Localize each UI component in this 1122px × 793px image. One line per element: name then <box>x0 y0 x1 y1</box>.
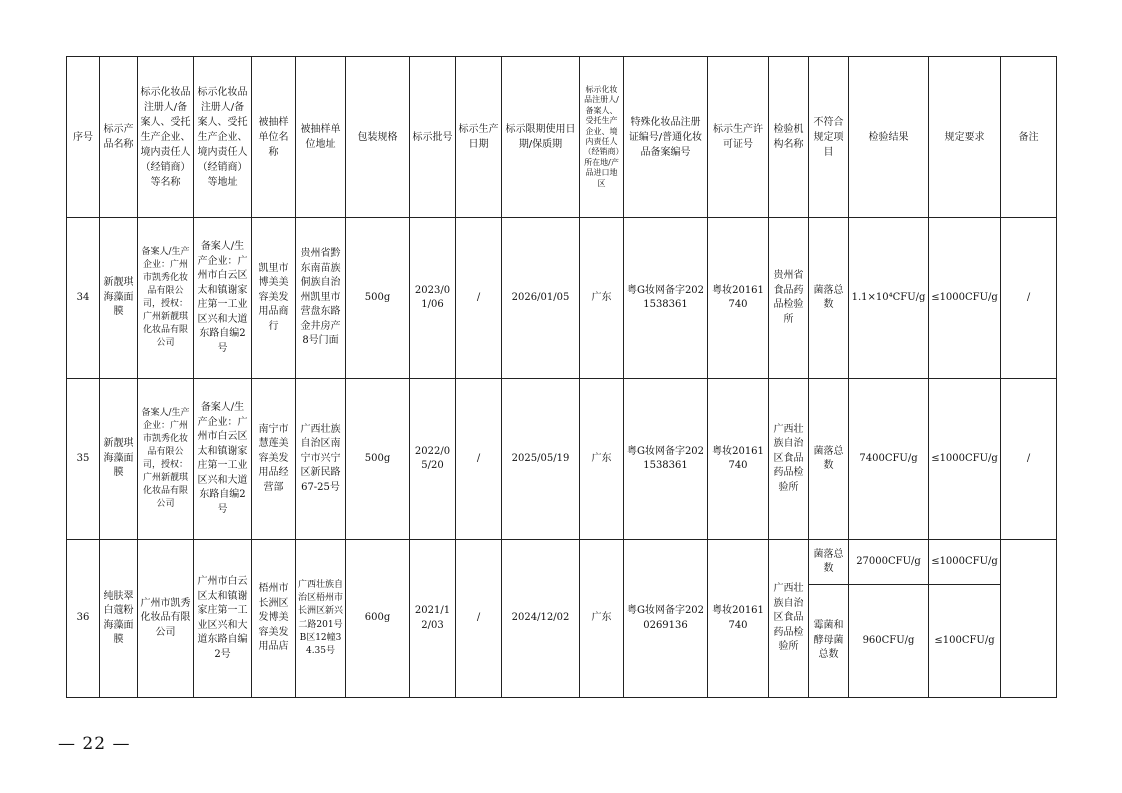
cell-failed-item: 菌落总数 <box>809 540 849 585</box>
cell-result: 960CFU/g <box>849 585 929 698</box>
header-requirement: 规定要求 <box>929 57 1001 218</box>
cell-failed-item: 菌落总数 <box>809 218 849 379</box>
cell-seq: 36 <box>67 540 100 698</box>
cell-result: 27000CFU/g <box>849 540 929 585</box>
table-header-row <box>67 57 1057 218</box>
cell-batch: 2021/12/03 <box>410 540 456 698</box>
cell-sampled-unit: 凯里市博美美容美发用品商行 <box>252 218 296 379</box>
cell-product: 新靓琪海藻面膜 <box>100 218 138 379</box>
header-expiry: 标示限期使用日期/保质期 <box>502 57 580 218</box>
cell-license: 粤妆20161740 <box>708 379 769 540</box>
cell-license: 粤妆20161740 <box>708 218 769 379</box>
cell-requirement: ≤1000CFU/g <box>929 218 1001 379</box>
header-note: 备注 <box>1001 57 1057 218</box>
cell-production-date: / <box>456 379 502 540</box>
cell-note: / <box>1001 379 1057 540</box>
cell-registration-number: 粤G妆网备字2021538361 <box>624 218 708 379</box>
cell-seq: 34 <box>67 218 100 379</box>
header-sampled-address: 被抽样单位地址 <box>296 57 346 218</box>
cell-result: 1.1×10⁴CFU/g <box>849 218 929 379</box>
cell-lab: 贵州省食品药品检验所 <box>769 218 809 379</box>
cell-sampled-unit: 梧州市长洲区发博美容美发用品店 <box>252 540 296 698</box>
cell-expiry: 2024/12/02 <box>502 540 580 698</box>
cell-sampled-address: 广西壮族自治区梧州市长洲区新兴二路201号B区12幢34.35号 <box>296 540 346 698</box>
cell-lab: 广西壮族自治区食品药品检验所 <box>769 379 809 540</box>
header-batch: 标示批号 <box>410 57 456 218</box>
cell-registration-number: 粤G妆网备字2021538361 <box>624 379 708 540</box>
header-registrant: 标示化妆品注册人/备案人、受托生产企业、境内责任人（经销商）等名称 <box>138 57 194 218</box>
cell-product: 纯肤翠白蔻粉海藻面膜 <box>100 540 138 698</box>
cell-note: / <box>1001 218 1057 379</box>
header-registration-number: 特殊化妆品注册证编号/普通化妆品备案编号 <box>624 57 708 218</box>
header-license: 标示生产许可证号 <box>708 57 769 218</box>
cell-expiry: 2025/05/19 <box>502 379 580 540</box>
cell-spec: 600g <box>346 540 410 698</box>
cell-registrant: 备案人/生产企业：广州市凯秀化妆品有限公司，授权：广州新靓琪化妆品有限公司 <box>138 218 194 379</box>
cell-batch: 2022/05/20 <box>410 379 456 540</box>
cell-failed-item: 霉菌和酵母菌总数 <box>809 585 849 698</box>
header-result: 检验结果 <box>849 57 929 218</box>
cell-result: 7400CFU/g <box>849 379 929 540</box>
cell-requirement: ≤1000CFU/g <box>929 379 1001 540</box>
cell-production-date: / <box>456 540 502 698</box>
inspection-results-table <box>66 56 1057 698</box>
cell-requirement: ≤1000CFU/g <box>929 540 1001 585</box>
cell-batch: 2023/01/06 <box>410 218 456 379</box>
table-row <box>67 218 1057 379</box>
cell-origin: 广东 <box>580 379 624 540</box>
cell-registrant: 广州市凯秀化妆品有限公司 <box>138 540 194 698</box>
cell-spec: 500g <box>346 218 410 379</box>
header-origin: 标示化妆品注册人/备案人、受托生产企业、境内责任人（经销商）所在地/产品进口地区 <box>580 57 624 218</box>
cell-spec: 500g <box>346 379 410 540</box>
cell-license: 粤妆20161740 <box>708 540 769 698</box>
cell-lab: 广西壮族自治区食品药品检验所 <box>769 540 809 698</box>
cell-origin: 广东 <box>580 218 624 379</box>
cell-sampled-address: 贵州省黔东南苗族侗族自治州凯里市营盘东路金井房产8号门面 <box>296 218 346 379</box>
cell-sampled-unit: 南宁市慧莲美容美发用品经营部 <box>252 379 296 540</box>
header-failed-item: 不符合规定项目 <box>809 57 849 218</box>
header-product: 标示产品名称 <box>100 57 138 218</box>
cell-requirement: ≤100CFU/g <box>929 585 1001 698</box>
cell-registrant-address: 备案人/生产企业：广州市白云区太和镇谢家庄第一工业区兴和大道东路自编2号 <box>194 379 252 540</box>
header-spec: 包装规格 <box>346 57 410 218</box>
cell-seq: 35 <box>67 379 100 540</box>
header-production-date: 标示生产日期 <box>456 57 502 218</box>
table-row <box>67 540 1057 585</box>
cell-registrant: 备案人/生产企业：广州市凯秀化妆品有限公司，授权：广州新靓琪化妆品有限公司 <box>138 379 194 540</box>
cell-origin: 广东 <box>580 540 624 698</box>
header-registrant-address: 标示化妆品注册人/备案人、受托生产企业、境内责任人（经销商）等地址 <box>194 57 252 218</box>
cell-registrant-address: 备案人/生产企业：广州市白云区太和镇谢家庄第一工业区兴和大道东路自编2号 <box>194 218 252 379</box>
cell-registrant-address: 广州市白云区太和镇谢家庄第一工业区兴和大道东路自编2号 <box>194 540 252 698</box>
cell-sampled-address: 广西壮族自治区南宁市兴宁区新民路67-25号 <box>296 379 346 540</box>
cell-production-date: / <box>456 218 502 379</box>
header-seq: 序号 <box>67 57 100 218</box>
header-lab: 检验机构名称 <box>769 57 809 218</box>
table-row <box>67 379 1057 540</box>
page-number: — 22 — <box>58 734 131 754</box>
cell-product: 新靓琪海藻面膜 <box>100 379 138 540</box>
header-sampled-unit: 被抽样单位名称 <box>252 57 296 218</box>
cell-note <box>1001 540 1057 698</box>
cell-expiry: 2026/01/05 <box>502 218 580 379</box>
cell-failed-item: 菌落总数 <box>809 379 849 540</box>
cell-registration-number: 粤G妆网备字2020269136 <box>624 540 708 698</box>
